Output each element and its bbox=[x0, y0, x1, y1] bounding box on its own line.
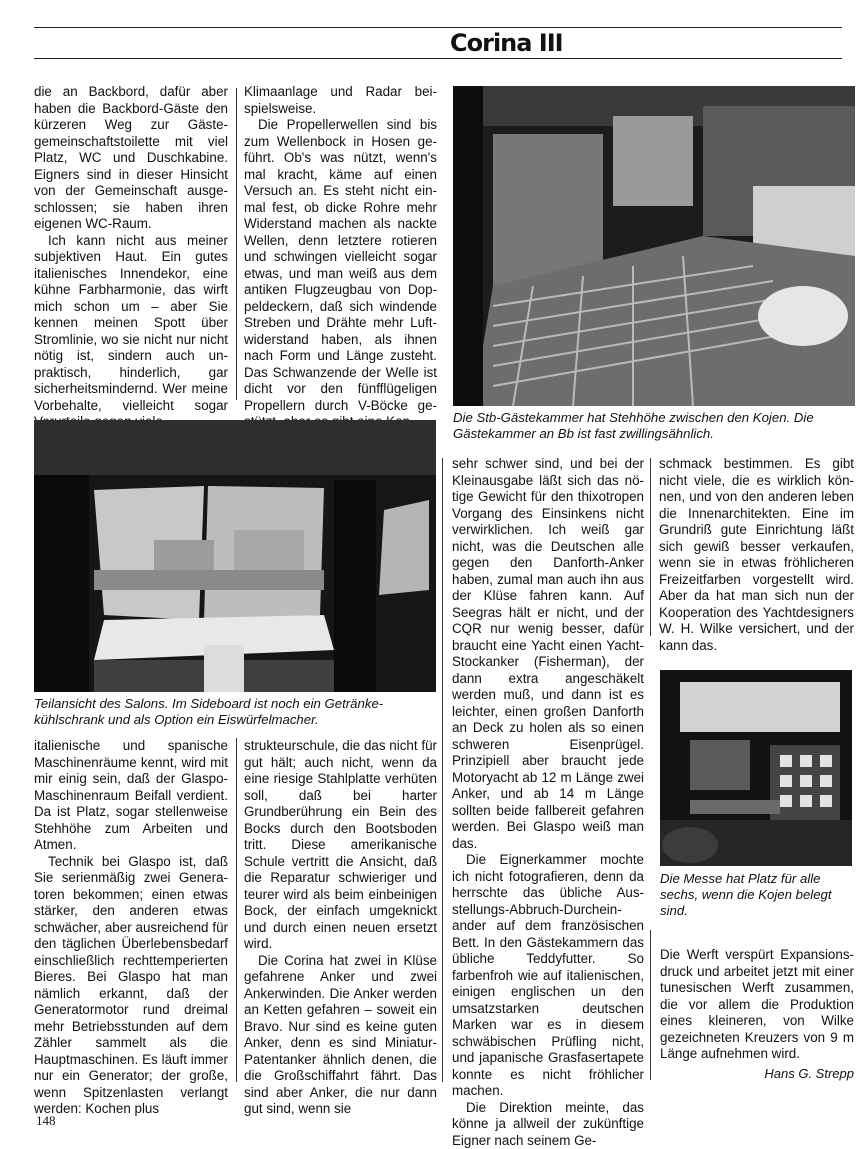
paragraph: schmack bestimmen. Es gibt nicht viele, die es wirklich können, und von den anderen leben die Innenarchitekten. Eine im Grundriß gute Einrichtung läßt sich gewiß besser verkaufen, wenn sie in etwas fröhlicheren Freizeitfarben vorgestellt wird. Aber da hat man sich nun der Kooperation des Yachtdesigners W. H. Wilke versichert, und der kann das. bbox=[659, 456, 854, 654]
paragraph: Die Direktion meinte, das könne ja allweil der zukünftige Eigner nach seinem Ge- bbox=[452, 1100, 644, 1149]
header-rule-bottom bbox=[34, 58, 842, 59]
paragraph: Ich kann nicht aus meiner subjektiven Haut. Ein gutes italienisches Innendekor, eine kühne Farbharmonie, das wirft mich schon um – aber Sie kennen meinen Spott über Stromlinie, wo sie nicht nur nicht nötig ist, sindern auch unpraktisch, hinderlich, gar sicherheitsmindernd. Wer meine Vorbehalte, vielleicht sogar bbox=[34, 233, 228, 431]
salon-photo-drawing bbox=[34, 420, 436, 692]
messe-photo-drawing bbox=[660, 670, 852, 866]
column-2-top bbox=[244, 84, 437, 402]
paragraph: Klimaanlage und Radar beispielsweise. bbox=[244, 84, 437, 117]
column-4-top bbox=[659, 456, 854, 642]
paragraph: Die Propellerwellen sind bis zum Wellenbock in Hosen geführt. Ob's was nützt, wenn's mal kracht, käme auf einen Versuch an. Es steht nicht einmal fest, ob dicke Rohre mehr Widerstand machen als nackte Wellen, denn letztere rotieren und schwingen vielleicht sogar etwas, und man weiß aus dem antiken Flugzeugbau von Doppeldeckern, daß sich windende Streben und Drähte mehr Luftwiderstand haben, als ihnen nach Form und Länge zusteht. Das Schwanzende der Welle ist dicht vor den fünfflügeligen Propellern durch V-Böcke ge bbox=[244, 117, 437, 431]
paragraph: sehr schwer sind, und bei der Kleinausgabe läßt sich das nötige Gewicht für den thixotropen Vorgang des Einsinkens nicht verwirklichen. Ich weiß gar nicht, was die Deutschen alle gegen den Danforth-Anker haben, zumal man auch ihn aus der Klüse fahren kann. Auf Seegras hält er nicht, und der CQR nur wenig besser, dafür braucht eine Yacht einen Yacht-Stockanker (Fisherman), der dann extra angeschäkelt werden muß, und dann ist es leichter, einen großen Danforth an Deck zu holen als so einen schweren Eisenprügel. Prinzipiell aber braucht jede Motoryacht ab 12 m Länge zwei Anker, und ab 14 m Länge sollten beide fallbereit gefahren werden. Bei Glaspo weiß man das. bbox=[452, 456, 644, 852]
messe-photo bbox=[660, 670, 852, 866]
column-3 bbox=[452, 456, 644, 1086]
paragraph: Die Eignerkammer mochte ich nicht fotografieren, denn da herrschte das übliche Ausstellungs-Abbruch-Durcheinander auf dem französischen Bett. In den Gästekammern das übliche Teddyfutter. So farbenfroh wie auf italienischen, einigen englischen un den umsatzstarken deutschen Marken war es in diesem schwäbischen Prüfling nicht, und japanische Grasfasertapete konnte es nicht fröhlicher machen. bbox=[452, 852, 644, 1100]
paragraph: strukteurschule, die das nicht für gut hält; auch nicht, wenn da eine riesige Stahlplatte verhüten soll, daß bei harter Grundberührung ein Bein des Bocks durch den Bootsboden tritt. Diese amerikanische Schule vertritt die Ansicht, daß die Reparatur schwieriger und teurer wird als beim einbeinigen Bock, der einfach umgeknickt und durch einen neuen ersetzt wird. bbox=[244, 738, 437, 953]
messe-photo-caption: Die Messe hat Platz für alle sechs, wenn die Kojen belegt sind. bbox=[660, 871, 840, 919]
column-1-top bbox=[34, 84, 228, 402]
column-divider bbox=[650, 930, 651, 1080]
cabin-photo bbox=[453, 86, 855, 406]
column-divider bbox=[650, 458, 651, 636]
salon-photo-caption: Teilansicht des Salons. Im Sideboard ist noch ein Getränkekühlschrank und als Option ein Eiswürfelmacher. bbox=[34, 696, 434, 728]
column-divider bbox=[236, 738, 237, 1082]
header-rule-top bbox=[34, 27, 842, 28]
author-signature: Hans G. Strepp bbox=[660, 1066, 854, 1081]
column-divider bbox=[442, 458, 443, 1082]
paragraph: Technik bei Glaspo ist, daß Sie serienmäßig zwei Generatoren bekommen; einen etwas stärker, den anderen etwas schwächer, aber ausreichend für den täglichen Überlebensbedarf einschließlich rechttemperierten Bieres. Bei Glaspo hat man nämlich erkannt, daß der Generatormotor rund dreimal mehr Betriebsstunden auf dem Zähler sammelt als die Hauptmaschinen. Es läuft immer nur ein Generator; der große, wenn Spitzenlasten verlangt werden: Kochen plus bbox=[34, 854, 228, 1118]
page-title: Corina III bbox=[450, 30, 836, 56]
paragraph: Die Werft verspürt Expansionsdruck und arbeitet jetzt mit einer tunesischen Werft zusammen, die vor allem die Produktion eines kleineren, von Wilke gezeichneten Kreuzers von 9 m Länge aufnehmen wird. bbox=[660, 947, 854, 1063]
cabin-photo-drawing bbox=[453, 86, 855, 406]
paragraph: italienische und spanische Maschinenräume kennt, wird mit mir einig sein, daß der Glaspo-Maschinenraum Beifall verdient. Da ist Platz, sogar stellenweise Stehhöhe zum Arbeiten und Atmen. bbox=[34, 738, 228, 854]
column-divider bbox=[236, 88, 237, 400]
column-1-bottom bbox=[34, 738, 228, 1084]
column-4-bottom bbox=[660, 947, 854, 1069]
column-2-bottom bbox=[244, 738, 437, 1084]
salon-photo bbox=[34, 420, 436, 692]
cabin-photo-caption: Die Stb-Gästekammer hat Stehhöhe zwischen den Kojen. Die Gästekammer an Bb ist fast zwillingsähnlich. bbox=[453, 410, 833, 442]
paragraph: Die Corina hat zwei in Klüse gefahrene Anker und zwei Ankerwinden. Die Anker werden an Ketten gefahren – soweit ein Bravo. Nur sind es keine guten Anker, denn es sind Miniatur-Patentanker ähnlich denen, die die Großschiffahrt fährt. Das sind aber Anker, die nur dann gut sind, wenn sie bbox=[244, 953, 437, 1118]
paragraph: die an Backbord, dafür aber haben die Backbord-Gäste den kürzeren Weg zur Gästegemeinschaftstoilette mit viel Platz, WC und Duschkabine. Eigners sind in dieser Hinsicht von der Gemeinschaft ausgeschlossen; sie haben ihren eigenen WC-Raum. bbox=[34, 84, 228, 233]
page-number: 148 bbox=[36, 1113, 56, 1129]
